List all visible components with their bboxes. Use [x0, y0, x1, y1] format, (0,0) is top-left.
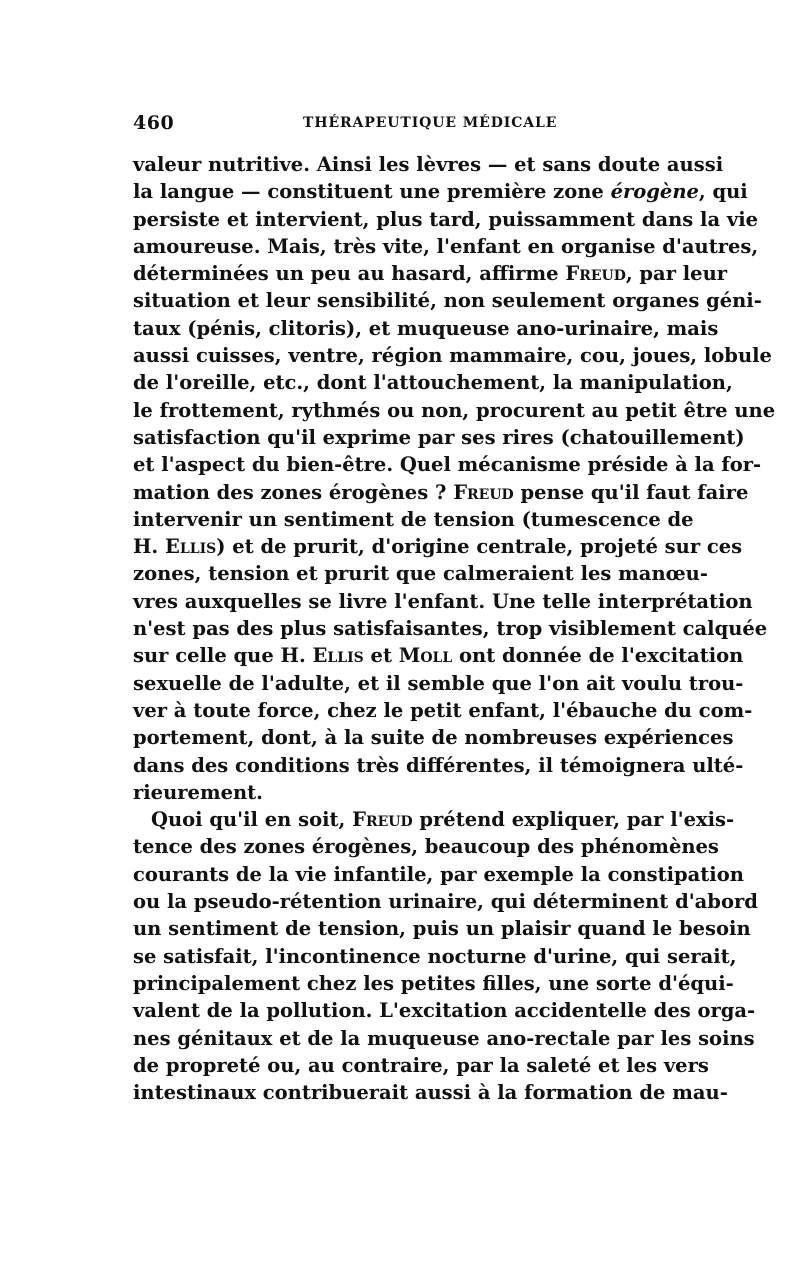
- text-run: amoureuse. Mais, très vite, l'enfant en organise d'autres,: [133, 234, 759, 258]
- text-run: rieurement.: [133, 780, 263, 804]
- text-line: [133, 151, 724, 178]
- text-run: intervenir un sentiment de tension (tumescence de: [133, 507, 694, 531]
- italic-term: érogène: [610, 180, 699, 204]
- text-run: un sentiment de tension, puis un plaisir quand le besoin: [133, 917, 751, 941]
- text-run: sexuelle de l'adulte, et il semble que l'on ait voulu trou-: [133, 671, 744, 695]
- text-run: , qui: [698, 180, 748, 204]
- text-run: de l'oreille, etc., dont l'attouchement, la manipulation,: [133, 371, 733, 395]
- author-name: Freud: [565, 262, 626, 286]
- text-run: aussi cuisses, ventre, région mammaire, cou, joues, lobule: [133, 344, 772, 368]
- text-line: [133, 1079, 728, 1106]
- text-line: [133, 479, 749, 506]
- text-run: valeur nutritive. Ainsi les lèvres — et sans doute aussi: [133, 153, 724, 176]
- text-line: [133, 342, 772, 369]
- text-line: [133, 997, 756, 1024]
- running-head: [133, 112, 671, 142]
- text-line: [133, 1025, 755, 1052]
- text-run: principalement chez les petites filles, une sorte d'équi-: [133, 971, 734, 995]
- text-run: portement, dont, à la suite de nombreuses expériences: [133, 726, 734, 750]
- text-run: courants de la vie infantile, par exemple la constipation: [133, 862, 744, 886]
- text-line: [133, 943, 737, 970]
- text-line: [133, 369, 733, 396]
- text-line: [133, 233, 759, 260]
- text-run: n'est pas des plus satisfaisantes, trop visiblement calquée: [133, 617, 768, 641]
- text-line: [133, 779, 671, 806]
- text-run: se satisfait, l'incontinence nocturne d'urine, qui serait,: [133, 944, 737, 968]
- text-line: [133, 642, 744, 669]
- text-run: prétend expliquer, par l'exis-: [412, 808, 735, 832]
- text-line: [133, 888, 758, 915]
- text-run: le frottement, rythmés ou non, procurent au petit être une: [133, 398, 776, 422]
- text-run: et l'aspect du bien-être. Quel mécanisme préside à la for-: [133, 453, 762, 477]
- text-run: ) et de prurit, d'origine centrale, projeté sur ces: [216, 535, 743, 559]
- text-run: ont donnée de l'excitation: [452, 644, 744, 668]
- text-run: de propreté ou, au contraire, par la saleté et les vers: [133, 1053, 709, 1077]
- text-line: [133, 287, 762, 314]
- body-text: [133, 151, 776, 1106]
- text-run: taux (pénis, clitoris), et muqueuse ano-urinaire, mais: [133, 316, 719, 340]
- text-line: [133, 178, 748, 205]
- author-name: Moll: [398, 644, 453, 668]
- text-run: satisfaction qu'il exprime par ses rires (chatouillement): [133, 425, 745, 449]
- text-run: ver à toute force, chez le petit enfant, l'ébauche du com-: [133, 698, 753, 722]
- text-run: situation et leur sensibilité, non seulement organes géni-: [133, 289, 762, 313]
- text-run: vres auxquelles se livre l'enfant. Une telle interprétation: [133, 589, 753, 613]
- page-number: 460: [133, 112, 175, 134]
- text-line: [133, 315, 719, 342]
- text-line: [133, 451, 762, 478]
- text-run: la langue — constituent une première zone: [133, 180, 611, 204]
- text-run: nes génitaux et de la muqueuse ano-rectale par les soins: [133, 1026, 755, 1050]
- text-run: Quoi qu'il en soit,: [151, 808, 353, 832]
- text-run: pense qu'il faut faire: [513, 480, 749, 504]
- text-line: [133, 560, 708, 587]
- text-run: mation des zones érogènes ?: [133, 480, 454, 504]
- author-name: Ellis: [312, 644, 364, 668]
- text-line: [133, 424, 745, 451]
- text-line: [133, 533, 743, 560]
- text-line: [133, 806, 735, 833]
- author-name: Ellis: [165, 535, 217, 559]
- text-line: [133, 615, 768, 642]
- text-line: [133, 724, 734, 751]
- running-title: THÉRAPEUTIQUE MÉDICALE: [303, 115, 558, 131]
- text-line: [133, 260, 728, 287]
- author-name: Freud: [453, 480, 514, 504]
- text-run: tence des zones érogènes, beaucoup des phénomènes: [133, 835, 719, 859]
- text-line: [133, 506, 694, 533]
- text-line: [133, 697, 753, 724]
- text-run: , par leur: [625, 262, 728, 286]
- text-line: [133, 861, 744, 888]
- text-line: [133, 397, 776, 424]
- text-run: intestinaux contribuerait aussi à la formation de mau-: [133, 1081, 728, 1105]
- text-line: [133, 833, 719, 860]
- text-run: ou la pseudo-rétention urinaire, qui déterminent d'abord: [133, 890, 758, 914]
- text-run: et: [363, 644, 399, 668]
- text-run: déterminées un peu au hasard, affirme: [133, 262, 566, 286]
- text-line: [133, 206, 759, 233]
- text-line: [133, 670, 744, 697]
- text-line: [133, 752, 744, 779]
- text-line: [133, 915, 751, 942]
- text-run: valent de la pollution. L'excitation accidentelle des orga-: [133, 999, 756, 1023]
- author-name: Freud: [352, 808, 413, 832]
- text-line: [133, 588, 753, 615]
- text-line: [133, 1052, 709, 1079]
- text-run: sur celle que H.: [133, 644, 313, 668]
- text-run: dans des conditions très différentes, il témoignera ulté-: [133, 753, 744, 777]
- text-run: H.: [133, 535, 166, 559]
- text-line: [133, 970, 734, 997]
- text-run: zones, tension et prurit que calmeraient les manœu-: [133, 562, 708, 586]
- text-run: persiste et intervient, plus tard, puissamment dans la vie: [133, 207, 759, 231]
